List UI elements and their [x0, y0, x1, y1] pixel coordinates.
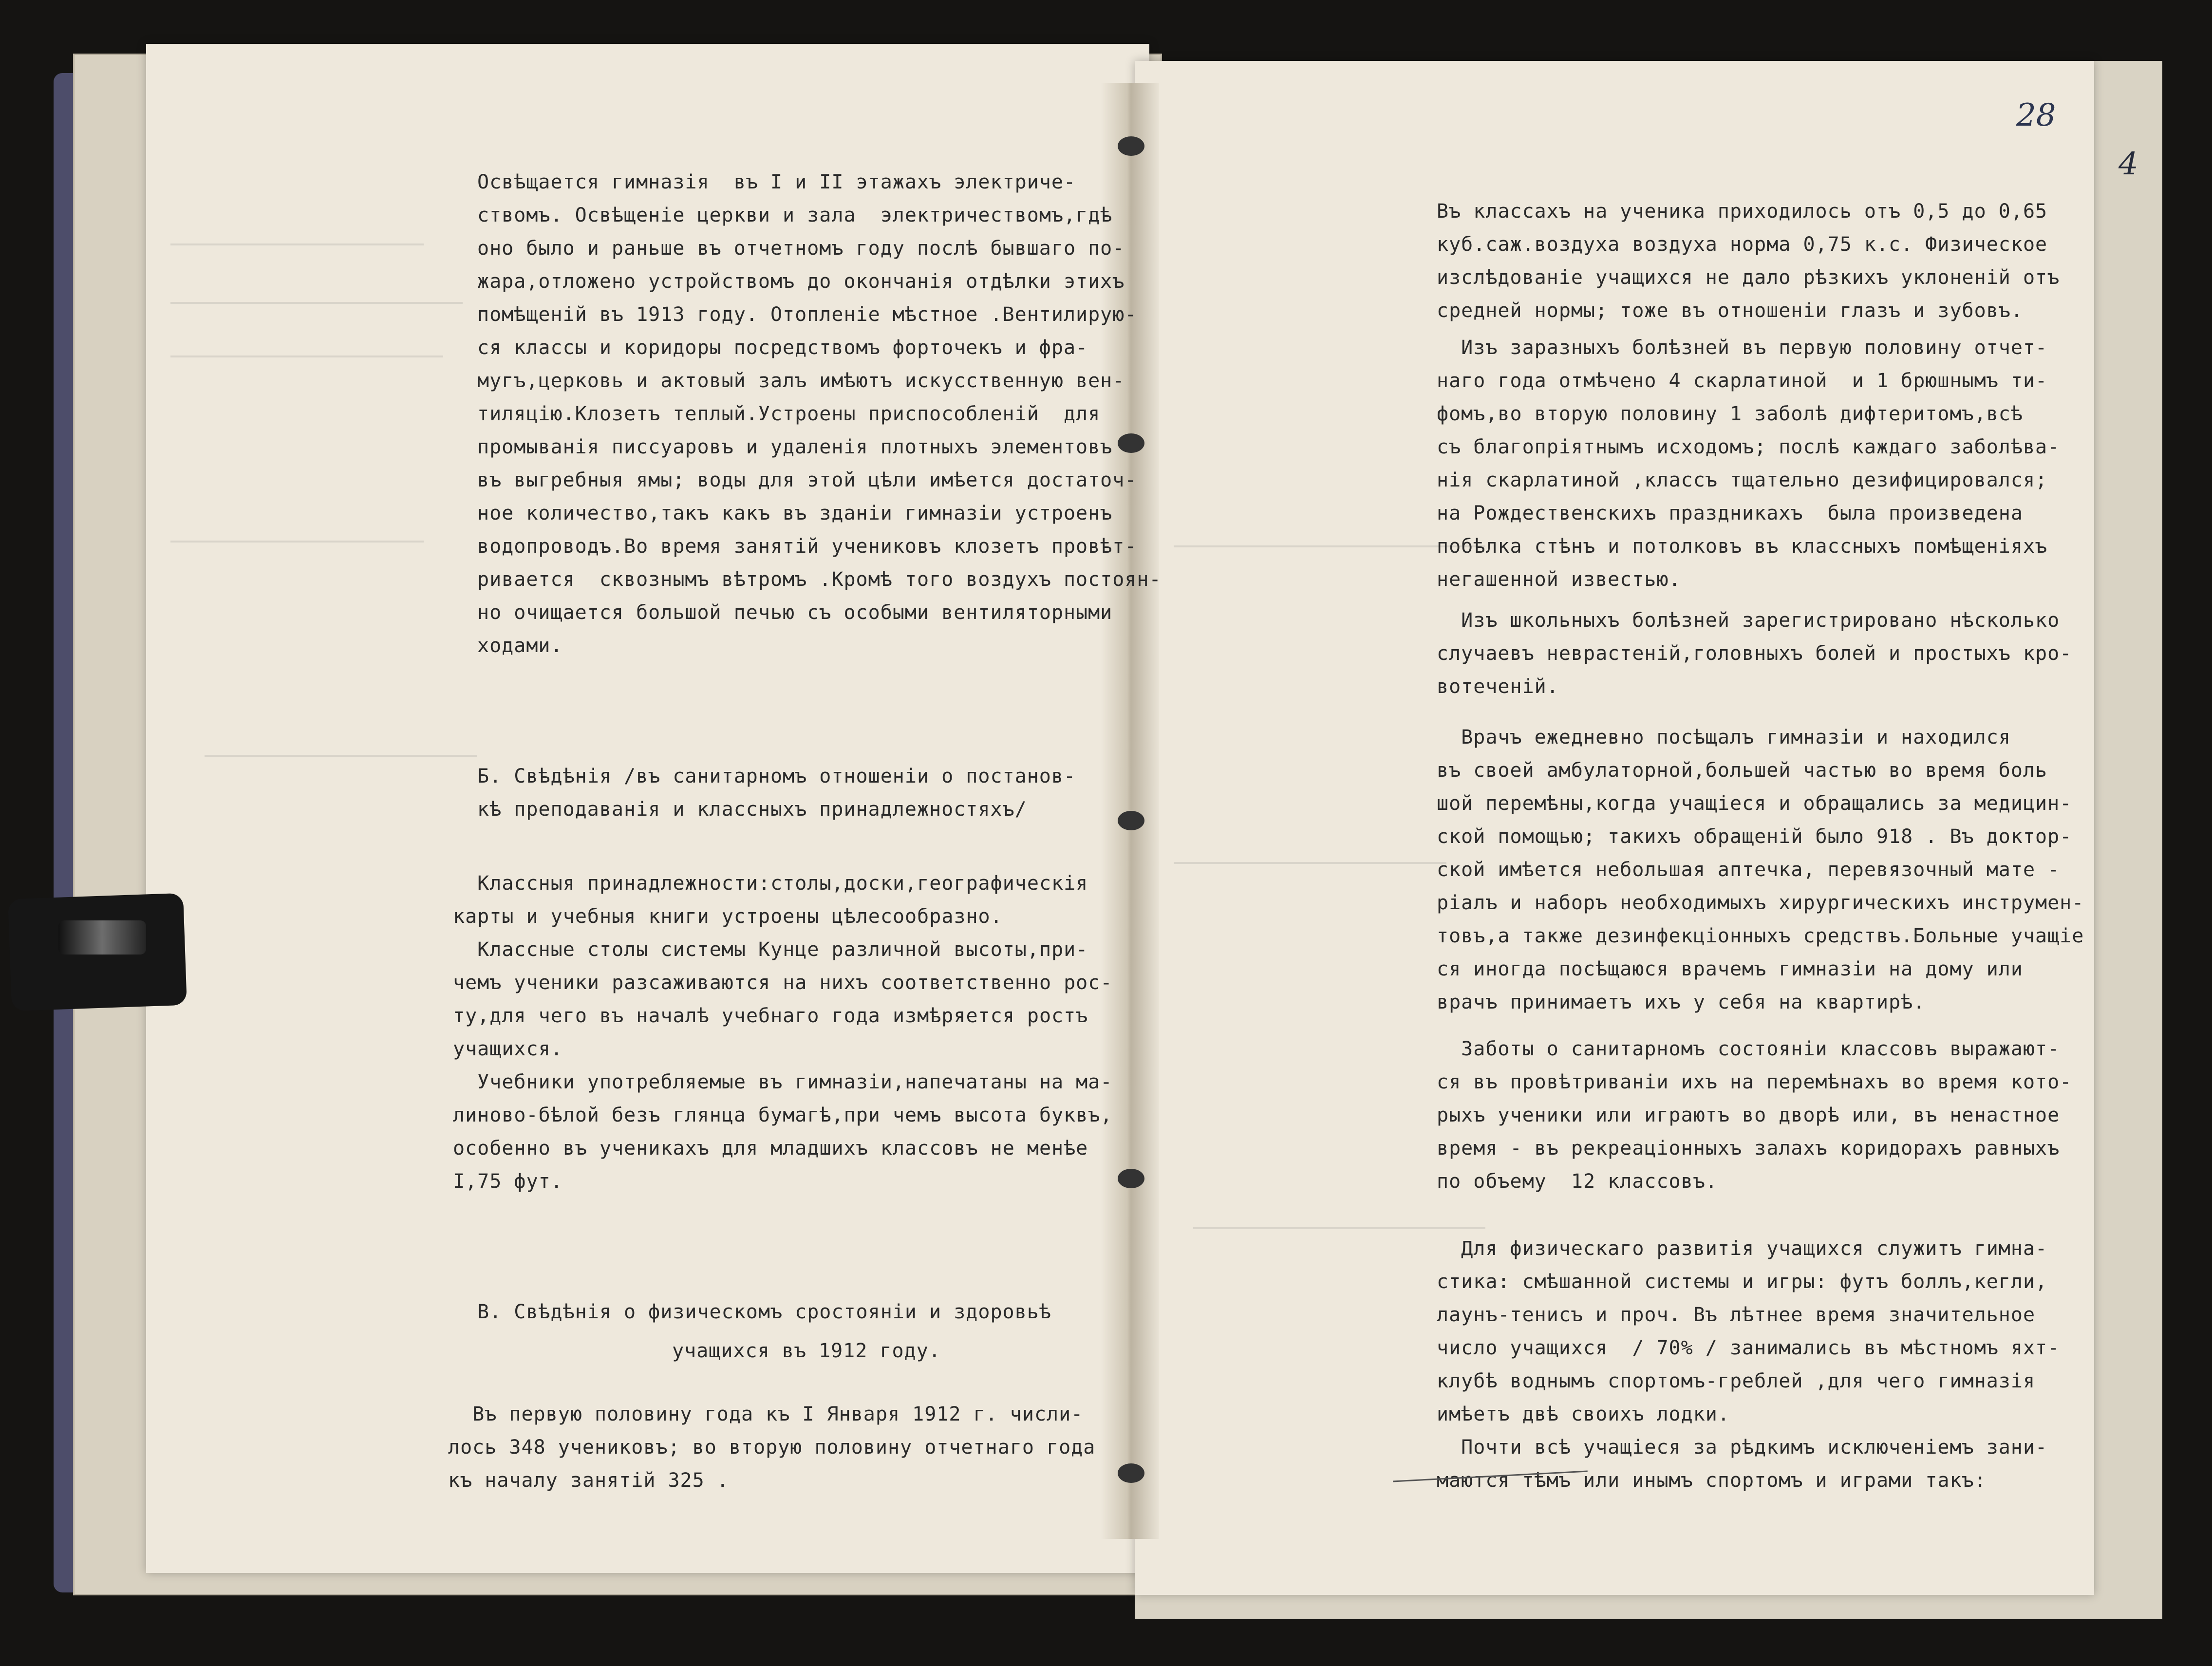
text-line: куб.саж.воздуха воздуха норма 0,75 к.с. Физическое: [1437, 233, 2048, 256]
text-line: стика: смѣшанной системы и игры: футъ боллъ,кегли,: [1437, 1271, 2048, 1293]
bleed-through-line: [170, 243, 424, 245]
text-line: фомъ,во вторую половину 1 заболѣ дифтеритомъ,всѣ: [1437, 403, 2023, 425]
infectious-diseases-paragraph: [1437, 331, 2060, 596]
text-line: Учебники употребляемые въ гимназіи,напечатаны на ма-: [453, 1071, 1113, 1093]
text-line: побѣлка стѣнъ и потолковъ въ классныхъ помѣщеніяхъ: [1437, 535, 2048, 558]
text-line: промыванія писсуаровъ и удаленія плотныхъ элементовъ: [477, 436, 1113, 458]
text-line: ся иногда посѣщаюся врачемъ гимназіи на дому или: [1437, 958, 2023, 980]
bleed-through-line: [170, 302, 463, 304]
bleed-through-line: [1174, 862, 1446, 864]
text-line: товъ,а также дезинфекціонныхъ средствъ.Больные учащіе: [1437, 925, 2084, 947]
text-line: съ благопріятнымъ исходомъ; послѣ каждаго заболѣва-: [1437, 436, 2060, 458]
text-line: рыхъ ученики или играютъ во дворѣ или, въ ненастное: [1437, 1104, 2060, 1126]
text-line: ходами.: [477, 635, 563, 657]
text-line: изслѣдованіе учащихся не дало рѣзкихъ уклоненій отъ: [1437, 266, 2060, 289]
text-line: Классные столы системы Кунце различной высоты,при-: [453, 938, 1088, 961]
text-line: ся классы и коридоры посредствомъ форточекъ и фра-: [477, 337, 1088, 359]
text-line: но очищается большой печью съ особыми вентиляторными: [477, 601, 1113, 624]
text-line: учащихся.: [453, 1038, 563, 1060]
text-line: нія скарлатиной ,классъ тщательно дезифицировался;: [1437, 469, 2048, 491]
text-line: въ выгребныя ямы; воды для этой цѣли имѣется достаточ-: [477, 469, 1137, 491]
text-line: врачъ принимаетъ ихъ у себя на квартирѣ.: [1437, 991, 1926, 1013]
text-line: Заботы о санитарномъ состояніи классовъ выражают-: [1437, 1038, 2060, 1060]
text-line: линово-бѣлой безъ глянца бумагѣ,при чемъ высота буквъ,: [453, 1104, 1113, 1126]
text-line: чемъ ученики разсаживаются на нихъ соответственно рос-: [453, 972, 1113, 994]
text-line: по объему 12 классовъ.: [1437, 1170, 1718, 1193]
air-volume-paragraph: [1437, 195, 2060, 327]
school-diseases-paragraph: [1437, 604, 2072, 703]
classroom-supplies-paragraph: [453, 867, 1112, 1198]
text-line: Изъ школьныхъ болѣзней зарегистрировано нѣсколько: [1437, 609, 2060, 632]
text-line: вотеченій.: [1437, 675, 1559, 698]
section-v-heading-line2: учащихся въ 1912 году.: [672, 1340, 941, 1362]
text-line: Б. Свѣдѣнія /въ санитарномъ отношеніи о постанов-: [477, 765, 1076, 787]
text-line: лось 348 учениковъ; во вторую половину отчетнаго года: [448, 1436, 1096, 1459]
text-line: карты и учебныя книги устроены цѣлесообразно.: [453, 905, 1003, 928]
text-line: время - въ рекреаціонныхъ залахъ коридорахъ равныхъ: [1437, 1137, 2060, 1160]
text-line: къ началу занятій 325 .: [448, 1469, 729, 1492]
text-line: случаевъ неврастеній,головныхъ болей и простыхъ кро-: [1437, 642, 2072, 665]
text-line: ріалъ и наборъ необходимыхъ хирургическихъ инструмен-: [1437, 892, 2084, 914]
section-b-heading: [477, 760, 1076, 826]
text-line: ствомъ. Освѣщеніе церкви и зала электричествомъ,гдѣ: [477, 204, 1113, 226]
page-number: 28: [2016, 97, 2056, 133]
text-line: мугъ,церковь и актовый залъ имѣютъ искусственную вен-: [477, 370, 1125, 392]
text-line: Почти всѣ учащіеся за рѣдкимъ исключеніемъ зани-: [1437, 1436, 2048, 1459]
text-line: средней нормы; тоже въ отношеніи глазъ и зубовъ.: [1437, 300, 2023, 322]
section-v-heading-line1: В. Свѣдѣнія о физическомъ сростояніи и здоровьѣ: [477, 1301, 1051, 1323]
text-line: оно было и раньше въ отчетномъ году послѣ бывшаго по-: [477, 237, 1125, 260]
text-line: тиляцію.Клозетъ теплый.Устроены приспособленій для: [477, 403, 1101, 425]
text-line: ся въ провѣтриваніи ихъ на перемѣнахъ во время кото-: [1437, 1071, 2072, 1093]
text-line: Въ классахъ на ученика приходилось отъ 0,5 до 0,65: [1437, 200, 2048, 223]
text-line: шой перемѣны,когда учащіеся и обращались за медицин-: [1437, 792, 2072, 815]
text-line: Въ первую половину года къ I Января 1912 г. числи-: [448, 1403, 1084, 1425]
text-line: въ своей амбулаторной,большей частью во время боль: [1437, 759, 2048, 782]
text-line: ное количество,такъ какъ въ зданіи гимназіи устроенъ: [477, 502, 1113, 524]
text-line: маются тѣмъ или инымъ спортомъ и играми такъ:: [1437, 1469, 1987, 1492]
text-line: водопроводъ.Во время занятій учениковъ клозетъ провѣт-: [477, 535, 1137, 558]
binder-clip-shine: [58, 920, 146, 955]
text-line: наго года отмѣчено 4 скарлатиной и 1 брюшнымъ ти-: [1437, 370, 2048, 392]
binding-hole: [1118, 1169, 1144, 1188]
text-line: имѣетъ двѣ своихъ лодки.: [1437, 1403, 1730, 1425]
sanitary-care-paragraph: [1437, 1032, 2072, 1198]
bleed-through-line: [170, 356, 443, 357]
text-line: особенно въ ученикахъ для младшихъ классовъ не менѣе: [453, 1137, 1088, 1160]
binding-hole: [1118, 1463, 1144, 1483]
text-line: I,75 фут.: [453, 1170, 563, 1193]
text-line: на Рождественскихъ праздникахъ была произведена: [1437, 502, 2023, 524]
text-line: помѣщеній въ 1913 году. Отопленіе мѣстное .Вентилирую-: [477, 303, 1137, 326]
text-line: Врачъ ежедневно посѣщалъ гимназіи и находился: [1437, 726, 2011, 749]
text-line: Для физическаго развитія учащихся служитъ гимна-: [1437, 1237, 2048, 1260]
text-line: Изъ заразныхъ болѣзней въ первую половину отчет-: [1437, 337, 2048, 359]
text-line: Классныя принадлежности:столы,доски,географическія: [453, 872, 1088, 895]
doctor-visits-paragraph: [1437, 721, 2084, 1019]
text-line: ской имѣется небольшая аптечка, перевязочный мате -: [1437, 859, 2060, 881]
binding-hole: [1118, 136, 1144, 156]
text-line: ской помощью; такихъ обращеній было 918 . Въ доктор-: [1437, 825, 2072, 848]
text-line: ривается сквознымъ вѣтромъ .Кромѣ того воздухъ постоян-: [477, 568, 1162, 591]
text-line: жара,отложено устройствомъ до окончанія отдѣлки этихъ: [477, 270, 1125, 293]
physical-education-paragraph: [1437, 1232, 2060, 1497]
edge-margin-mark: 4: [2118, 146, 2138, 182]
text-line: кѣ преподаванія и классныхъ принадлежностяхъ/: [477, 798, 1027, 821]
student-count-paragraph: [448, 1398, 1095, 1497]
text-line: число учащихся / 70% / занимались въ мѣстномъ яхт-: [1437, 1337, 2060, 1359]
text-line: Освѣщается гимназія въ I и II этажахъ электриче-: [477, 171, 1076, 193]
text-line: негашенной известью.: [1437, 568, 1681, 591]
bleed-through-line: [205, 755, 477, 757]
lighting-heating-paragraph: [477, 166, 1162, 662]
text-line: лаунъ-тенисъ и проч. Въ лѣтнее время значительное: [1437, 1304, 2036, 1326]
bleed-through-line: [170, 541, 424, 543]
bleed-through-line: [1193, 1227, 1485, 1229]
binding-hole: [1118, 811, 1144, 830]
text-line: ту,для чего въ началѣ учебнаго года измѣряется ростъ: [453, 1005, 1088, 1027]
text-line: клубѣ воднымъ спортомъ-греблей ,для чего гимназія: [1437, 1370, 2036, 1392]
